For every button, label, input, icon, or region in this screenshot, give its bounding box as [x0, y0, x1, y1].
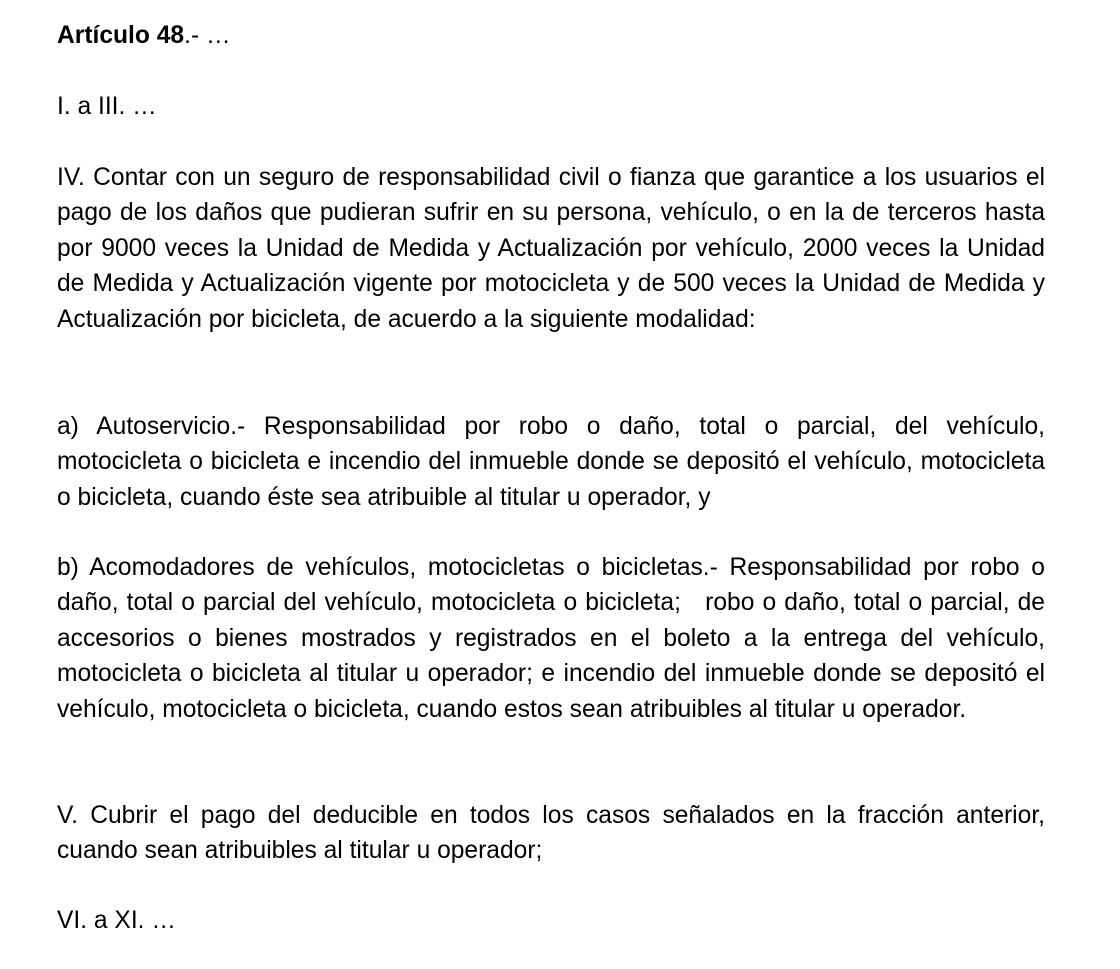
article-heading — [57, 18, 231, 53]
fraction-i-to-iii: I. a III. … — [57, 93, 157, 120]
fraction-vi-to-xi: VI. a XI. … — [57, 907, 176, 934]
article-heading-suffix: .- … — [184, 22, 231, 49]
subsection-b-acomodadores: b) Acomodadores de vehículos, motocicletas o bicicletas.- Responsabilidad por robo o daño, total o parcial del vehículo, motocicleta o bicicleta; robo o daño, total o parcial, de accesorios o bienes mostrados y registrados en el boleto a la entrega del vehículo, motocicleta o bicicleta al titular u operador; e incendio del inmueble donde se depositó el vehículo, motocicleta o bicicleta, cuando estos sean atribuibles al titular u operador. — [57, 554, 1052, 723]
subsection-a-autoservicio: a) Autoservicio.- Responsabilidad por robo o daño, total o parcial, del vehículo, motocicleta o bicicleta e incendio del inmueble donde se depositó el vehículo, motocicleta o bicicleta, cuando éste sea atribuible al titular u operador, y — [57, 413, 1045, 511]
fraction-v: V. Cubrir el pago del deducible en todos los casos señalados en la fracción anterior, cuando sean atribuibles al titular u operador; — [57, 802, 1045, 865]
fraction-iv: IV. Contar con un seguro de responsabilidad civil o fianza que garantice a los usuarios el pago de los daños que pudieran sufrir en su persona, vehículo, o en la de terceros hasta por 9000 veces la Unidad de Medida y Actualización por vehículo, 2000 veces la Unidad de Medida y Actualización vigente por motocicleta y de 500 veces la Unidad de Medida y Actualización por bicicleta, de acuerdo a la siguiente modalidad: — [57, 164, 1045, 333]
article-number: Artículo 48 — [57, 22, 185, 49]
